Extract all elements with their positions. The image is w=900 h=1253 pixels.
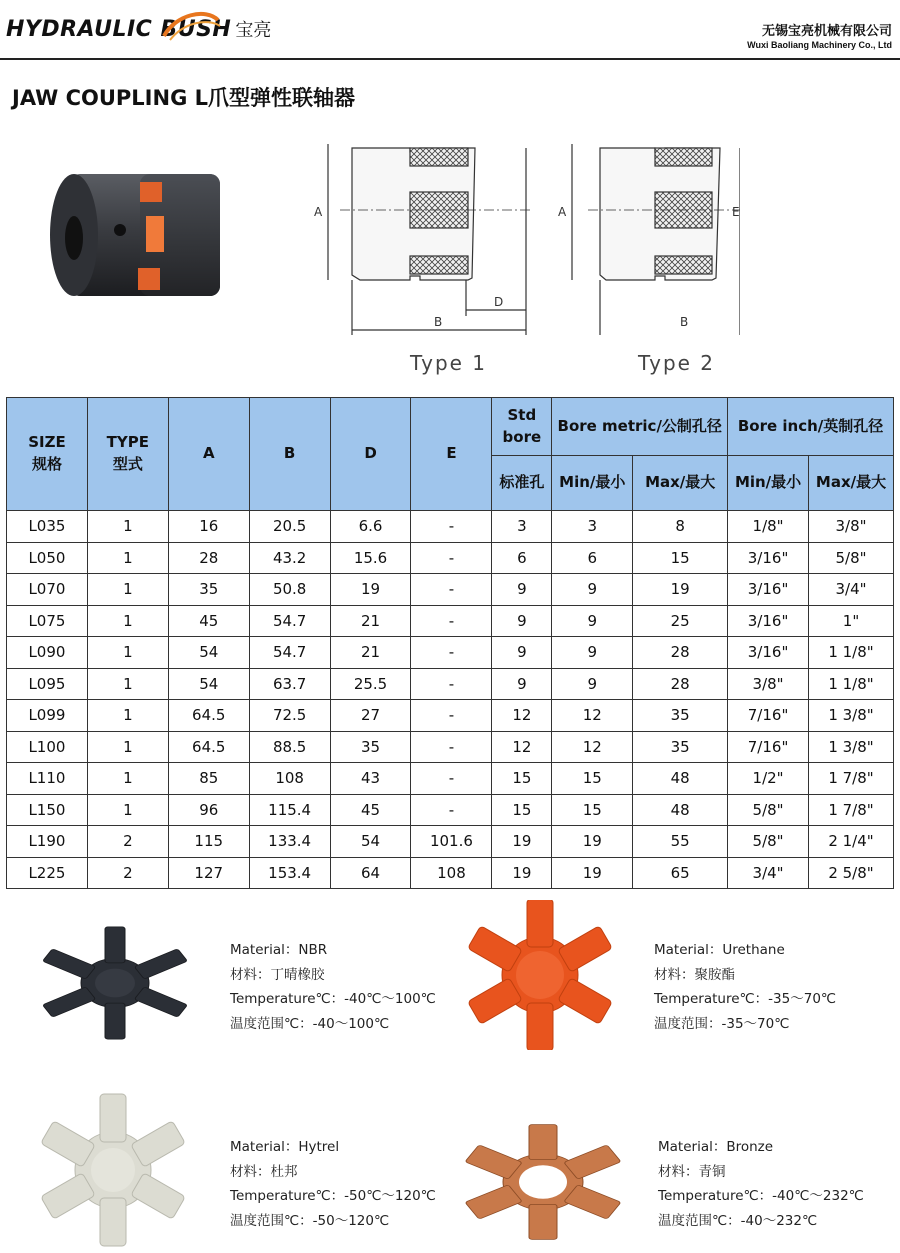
table-cell: 6.6 bbox=[330, 511, 411, 543]
table-cell: 1 7/8" bbox=[809, 763, 894, 795]
table-cell: 3/8" bbox=[728, 668, 809, 700]
table-row bbox=[7, 574, 894, 606]
table-cell: - bbox=[411, 731, 492, 763]
table-cell: 2 5/8" bbox=[809, 857, 894, 889]
table-cell: 54 bbox=[168, 668, 249, 700]
table-cell: 3/16" bbox=[728, 637, 809, 669]
table-cell: 12 bbox=[552, 731, 633, 763]
company-name-en: Wuxi Baoliang Machinery Co., Ltd bbox=[747, 40, 892, 50]
page-header bbox=[0, 0, 900, 60]
table-cell: L110 bbox=[7, 763, 88, 795]
header-divider bbox=[0, 58, 900, 60]
table-cell: 12 bbox=[492, 700, 552, 732]
type1-label: Type 1 bbox=[410, 351, 488, 375]
table-cell: 96 bbox=[168, 794, 249, 826]
table-cell: 1 bbox=[87, 542, 168, 574]
table-cell: - bbox=[411, 574, 492, 606]
table-cell: 35 bbox=[168, 574, 249, 606]
spec-table bbox=[6, 397, 894, 889]
table-cell: 3 bbox=[552, 511, 633, 543]
table-cell: L100 bbox=[7, 731, 88, 763]
table-cell: 1/8" bbox=[728, 511, 809, 543]
table-cell: L035 bbox=[7, 511, 88, 543]
table-cell: - bbox=[411, 511, 492, 543]
table-cell: 1 bbox=[87, 637, 168, 669]
brand-name: HYDRAULIC BUSH bbox=[6, 16, 232, 42]
table-row bbox=[7, 700, 894, 732]
table-cell: 108 bbox=[411, 857, 492, 889]
header-type: TYPE 型式 bbox=[87, 398, 168, 511]
table-cell: 16 bbox=[168, 511, 249, 543]
table-cell: 5/8" bbox=[728, 826, 809, 858]
table-cell: 1 3/8" bbox=[809, 731, 894, 763]
material-urethane-name-cn: 材料：聚胺酯 bbox=[654, 966, 735, 983]
material-urethane-name: Material：Urethane bbox=[654, 942, 785, 958]
table-cell: 3/4" bbox=[809, 574, 894, 606]
table-cell: 21 bbox=[330, 637, 411, 669]
table-cell: 35 bbox=[330, 731, 411, 763]
table-cell: 9 bbox=[492, 605, 552, 637]
header-a: A bbox=[168, 398, 249, 511]
table-cell: 3/16" bbox=[728, 605, 809, 637]
material-urethane-text bbox=[654, 938, 836, 1036]
table-cell: 9 bbox=[552, 637, 633, 669]
table-cell: 19 bbox=[552, 826, 633, 858]
table-cell: - bbox=[411, 668, 492, 700]
material-hytrel-temp-cn: 温度范围℃：-50～120℃ bbox=[230, 1212, 390, 1229]
table-cell: 28 bbox=[633, 668, 728, 700]
material-bronze-temp-cn: 温度范围℃：-40～232℃ bbox=[658, 1212, 818, 1229]
table-cell: 127 bbox=[168, 857, 249, 889]
table-cell: 65 bbox=[633, 857, 728, 889]
header-bore-metric: Bore metric/公制孔径 bbox=[552, 398, 728, 456]
table-cell: 5/8" bbox=[728, 794, 809, 826]
table-cell: 1 bbox=[87, 668, 168, 700]
table-row bbox=[7, 668, 894, 700]
table-cell: 12 bbox=[552, 700, 633, 732]
material-hytrel-text bbox=[230, 1135, 436, 1233]
table-cell: 115 bbox=[168, 826, 249, 858]
table-cell: 28 bbox=[168, 542, 249, 574]
table-cell: 25 bbox=[633, 605, 728, 637]
table-cell: 2 bbox=[87, 857, 168, 889]
header-std-cn: 标准孔 bbox=[492, 456, 552, 511]
table-cell: 1 bbox=[87, 731, 168, 763]
dim-a-label-2: A bbox=[558, 205, 567, 219]
table-cell: 9 bbox=[492, 574, 552, 606]
table-cell: 1 7/8" bbox=[809, 794, 894, 826]
table-cell: 48 bbox=[633, 794, 728, 826]
header-d: D bbox=[330, 398, 411, 511]
spider-hytrel-image bbox=[25, 1092, 195, 1247]
table-cell: 19 bbox=[330, 574, 411, 606]
table-cell: 43 bbox=[330, 763, 411, 795]
spider-bronze-image bbox=[455, 1118, 630, 1248]
dim-d-label-1: D bbox=[494, 295, 504, 309]
material-hytrel-name: Material：Hytrel bbox=[230, 1139, 340, 1155]
table-cell: 19 bbox=[492, 857, 552, 889]
table-row bbox=[7, 826, 894, 858]
header-metric-min: Min/最小 bbox=[552, 456, 633, 511]
header-bore-inch: Bore inch/英制孔径 bbox=[728, 398, 894, 456]
spider-nbr-image bbox=[30, 918, 200, 1048]
table-cell: - bbox=[411, 605, 492, 637]
table-cell: L190 bbox=[7, 826, 88, 858]
header-inch-max: Max/最大 bbox=[809, 456, 894, 511]
table-cell: 54.7 bbox=[249, 637, 330, 669]
table-cell: 35 bbox=[633, 731, 728, 763]
table-cell: 64 bbox=[330, 857, 411, 889]
table-cell: 43.2 bbox=[249, 542, 330, 574]
table-cell: 9 bbox=[552, 574, 633, 606]
table-cell: 133.4 bbox=[249, 826, 330, 858]
table-cell: 88.5 bbox=[249, 731, 330, 763]
material-hytrel-name-cn: 材料：杜邦 bbox=[230, 1163, 298, 1180]
table-cell: 15 bbox=[552, 763, 633, 795]
table-cell: 1/2" bbox=[728, 763, 809, 795]
table-cell: 54.7 bbox=[249, 605, 330, 637]
header-e: E bbox=[411, 398, 492, 511]
dim-a-label-1: A bbox=[314, 205, 323, 219]
table-cell: - bbox=[411, 794, 492, 826]
table-cell: 15 bbox=[492, 763, 552, 795]
table-cell: L150 bbox=[7, 794, 88, 826]
table-cell: 19 bbox=[633, 574, 728, 606]
table-cell: 64.5 bbox=[168, 731, 249, 763]
table-cell: 45 bbox=[330, 794, 411, 826]
table-cell: 27 bbox=[330, 700, 411, 732]
table-cell: 5/8" bbox=[809, 542, 894, 574]
table-cell: 63.7 bbox=[249, 668, 330, 700]
page-title: JAW COUPLING L爪型弹性联轴器 bbox=[12, 86, 356, 110]
table-cell: 1 bbox=[87, 763, 168, 795]
brand-name-cn: 宝亮 bbox=[235, 20, 272, 41]
table-cell: 85 bbox=[168, 763, 249, 795]
table-cell: 28 bbox=[633, 637, 728, 669]
table-cell: 3 bbox=[492, 511, 552, 543]
table-cell: 9 bbox=[552, 668, 633, 700]
spider-urethane-image bbox=[455, 900, 625, 1050]
table-cell: 2 bbox=[87, 826, 168, 858]
table-row bbox=[7, 511, 894, 543]
table-cell: 6 bbox=[552, 542, 633, 574]
table-cell: 101.6 bbox=[411, 826, 492, 858]
material-urethane-temp-cn: 温度范围：-35～70℃ bbox=[654, 1015, 790, 1032]
header-inch-min: Min/最小 bbox=[728, 456, 809, 511]
material-nbr-temp: Temperature℃：-40℃～100℃ bbox=[230, 991, 436, 1007]
table-row bbox=[7, 857, 894, 889]
table-cell: 55 bbox=[633, 826, 728, 858]
company-name-cn: 无锡宝亮机械有限公司 bbox=[761, 24, 892, 39]
table-cell: 1 1/8" bbox=[809, 668, 894, 700]
table-cell: 108 bbox=[249, 763, 330, 795]
material-bronze-temp: Temperature℃：-40℃～232℃ bbox=[658, 1188, 864, 1204]
table-cell: 21 bbox=[330, 605, 411, 637]
dim-e-label: E bbox=[732, 205, 740, 219]
header-size: SIZE 规格 bbox=[7, 398, 88, 511]
table-cell: 50.8 bbox=[249, 574, 330, 606]
table-cell: 3/8" bbox=[809, 511, 894, 543]
material-bronze-name-cn: 材料：青铜 bbox=[658, 1163, 726, 1180]
coupling-product-photo bbox=[40, 160, 230, 310]
table-cell: 12 bbox=[492, 731, 552, 763]
table-cell: L090 bbox=[7, 637, 88, 669]
table-cell: 3/16" bbox=[728, 542, 809, 574]
logo-swoosh-icon bbox=[156, 6, 226, 46]
table-row bbox=[7, 637, 894, 669]
table-cell: 1 bbox=[87, 605, 168, 637]
table-cell: 9 bbox=[492, 637, 552, 669]
table-row bbox=[7, 731, 894, 763]
table-cell: 1" bbox=[809, 605, 894, 637]
table-cell: 7/16" bbox=[728, 700, 809, 732]
dim-b-label-1: B bbox=[434, 315, 443, 329]
table-cell: 15.6 bbox=[330, 542, 411, 574]
table-cell: 7/16" bbox=[728, 731, 809, 763]
material-bronze-text bbox=[658, 1135, 864, 1233]
table-cell: L070 bbox=[7, 574, 88, 606]
table-cell: 6 bbox=[492, 542, 552, 574]
table-cell: L095 bbox=[7, 668, 88, 700]
table-cell: 3/16" bbox=[728, 574, 809, 606]
table-cell: L225 bbox=[7, 857, 88, 889]
table-cell: 72.5 bbox=[249, 700, 330, 732]
table-cell: - bbox=[411, 700, 492, 732]
table-cell: 64.5 bbox=[168, 700, 249, 732]
table-cell: 153.4 bbox=[249, 857, 330, 889]
table-row bbox=[7, 794, 894, 826]
material-nbr-name: Material：NBR bbox=[230, 942, 328, 958]
table-cell: 25.5 bbox=[330, 668, 411, 700]
type2-drawing bbox=[572, 144, 740, 335]
header-std-bore: Std bore bbox=[492, 398, 552, 456]
dimension-drawing bbox=[300, 130, 740, 390]
type2-label: Type 2 bbox=[638, 351, 716, 375]
material-nbr-text bbox=[230, 938, 436, 1036]
material-bronze-name: Material：Bronze bbox=[658, 1139, 774, 1155]
table-cell: 15 bbox=[552, 794, 633, 826]
table-cell: 8 bbox=[633, 511, 728, 543]
table-cell: 9 bbox=[552, 605, 633, 637]
table-cell: 54 bbox=[330, 826, 411, 858]
table-cell: L050 bbox=[7, 542, 88, 574]
table-cell: - bbox=[411, 542, 492, 574]
table-cell: 20.5 bbox=[249, 511, 330, 543]
table-cell: 1 3/8" bbox=[809, 700, 894, 732]
table-cell: 45 bbox=[168, 605, 249, 637]
table-cell: 19 bbox=[552, 857, 633, 889]
table-body bbox=[7, 511, 894, 889]
table-cell: 48 bbox=[633, 763, 728, 795]
table-cell: L099 bbox=[7, 700, 88, 732]
company-info bbox=[747, 20, 892, 50]
table-cell: 54 bbox=[168, 637, 249, 669]
table-row bbox=[7, 542, 894, 574]
dim-b-label-2: B bbox=[680, 315, 689, 329]
table-cell: 3/4" bbox=[728, 857, 809, 889]
table-cell: 1 1/8" bbox=[809, 637, 894, 669]
table-row bbox=[7, 763, 894, 795]
table-cell: - bbox=[411, 637, 492, 669]
table-cell: 35 bbox=[633, 700, 728, 732]
table-cell: - bbox=[411, 763, 492, 795]
material-hytrel-temp: Temperature℃：-50℃～120℃ bbox=[230, 1188, 436, 1204]
material-nbr-temp-cn: 温度范围℃：-40～100℃ bbox=[230, 1015, 390, 1032]
table-cell: 15 bbox=[492, 794, 552, 826]
table-cell: 9 bbox=[492, 668, 552, 700]
table-cell: 1 bbox=[87, 700, 168, 732]
material-nbr-name-cn: 材料：丁晴橡胶 bbox=[230, 966, 325, 983]
table-cell: 19 bbox=[492, 826, 552, 858]
table-cell: 115.4 bbox=[249, 794, 330, 826]
table-cell: 15 bbox=[633, 542, 728, 574]
header-b: B bbox=[249, 398, 330, 511]
table-cell: 1 bbox=[87, 574, 168, 606]
brand-logo bbox=[6, 16, 271, 42]
header-metric-max: Max/最大 bbox=[633, 456, 728, 511]
table-cell: 1 bbox=[87, 511, 168, 543]
table-cell: L075 bbox=[7, 605, 88, 637]
material-urethane-temp: Temperature℃：-35～70℃ bbox=[654, 991, 837, 1007]
table-row bbox=[7, 605, 894, 637]
table-cell: 1 bbox=[87, 794, 168, 826]
table-cell: 2 1/4" bbox=[809, 826, 894, 858]
